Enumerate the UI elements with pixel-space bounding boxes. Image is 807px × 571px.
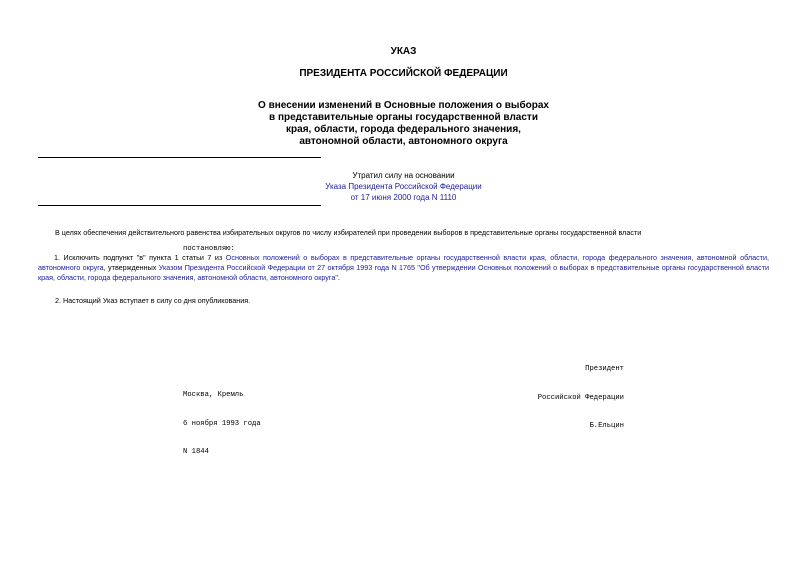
paragraph-intro: В целях обеспечения действительного равенства избирательных округов по числу избирателей при проведении выборов в представительные органы государственной власти [55, 228, 642, 237]
signature-block [520, 346, 624, 441]
signature-title: Президент [585, 365, 624, 373]
signature-name: Б.Ельцин [589, 422, 624, 430]
paragraph-1-text: 1. Исключить подпункт "в" пункта 1 статьи 7 из [54, 253, 226, 262]
paragraph-1-text: . [337, 273, 340, 282]
paragraph-2: 2. Настоящий Указ вступает в силу со дня опубликования. [55, 296, 251, 305]
divider-top [38, 157, 321, 158]
repeal-link-line[interactable]: Указа Президента Российской Федерации [325, 182, 482, 191]
divider-bottom [38, 205, 321, 206]
paragraph-1 [38, 253, 769, 283]
document-title: УКАЗ [390, 46, 417, 57]
link-basic-provisions[interactable]: Основных положений о выборах в представительные органы государственной власти края, области, города федерального значения, автономной области, автономного округа [38, 253, 769, 272]
link-decree-1765[interactable]: Указом Президента Российской Федерации от 27 октября 1993 года N 1765 "Об утверждении Основных положений о выборах в представительные органы государственной власти края, области, города федерального значения, автономной области, автономного округа" [38, 263, 770, 282]
decree-word: постановляю: [183, 245, 235, 253]
repeal-link[interactable] [300, 181, 507, 203]
document-issuer: ПРЕЗИДЕНТА РОССИЙСКОЙ ФЕДЕРАЦИИ [299, 68, 508, 79]
decree-number: N 1844 [183, 448, 209, 456]
subject-line: автономной области, автономного округа [299, 136, 508, 147]
subject-line: в представительные органы государственной власти [269, 112, 538, 123]
subject-line: края, области, города федерального значения, [286, 124, 521, 135]
paragraph-1-text: , утвержденных [103, 263, 159, 272]
repeal-link-line[interactable]: от 17 июня 2000 года N 1110 [350, 193, 457, 202]
place: Москва, Кремль [183, 391, 244, 399]
repeal-note-text: Утратил силу на основании [352, 171, 455, 180]
subject-line: О внесении изменений в Основные положения о выборах [258, 100, 549, 111]
date: 6 ноября 1993 года [183, 419, 261, 428]
document-subject [200, 100, 607, 148]
place-date-block [183, 372, 261, 467]
signature-org: Российской Федерации [537, 393, 624, 402]
repeal-note [300, 170, 507, 203]
